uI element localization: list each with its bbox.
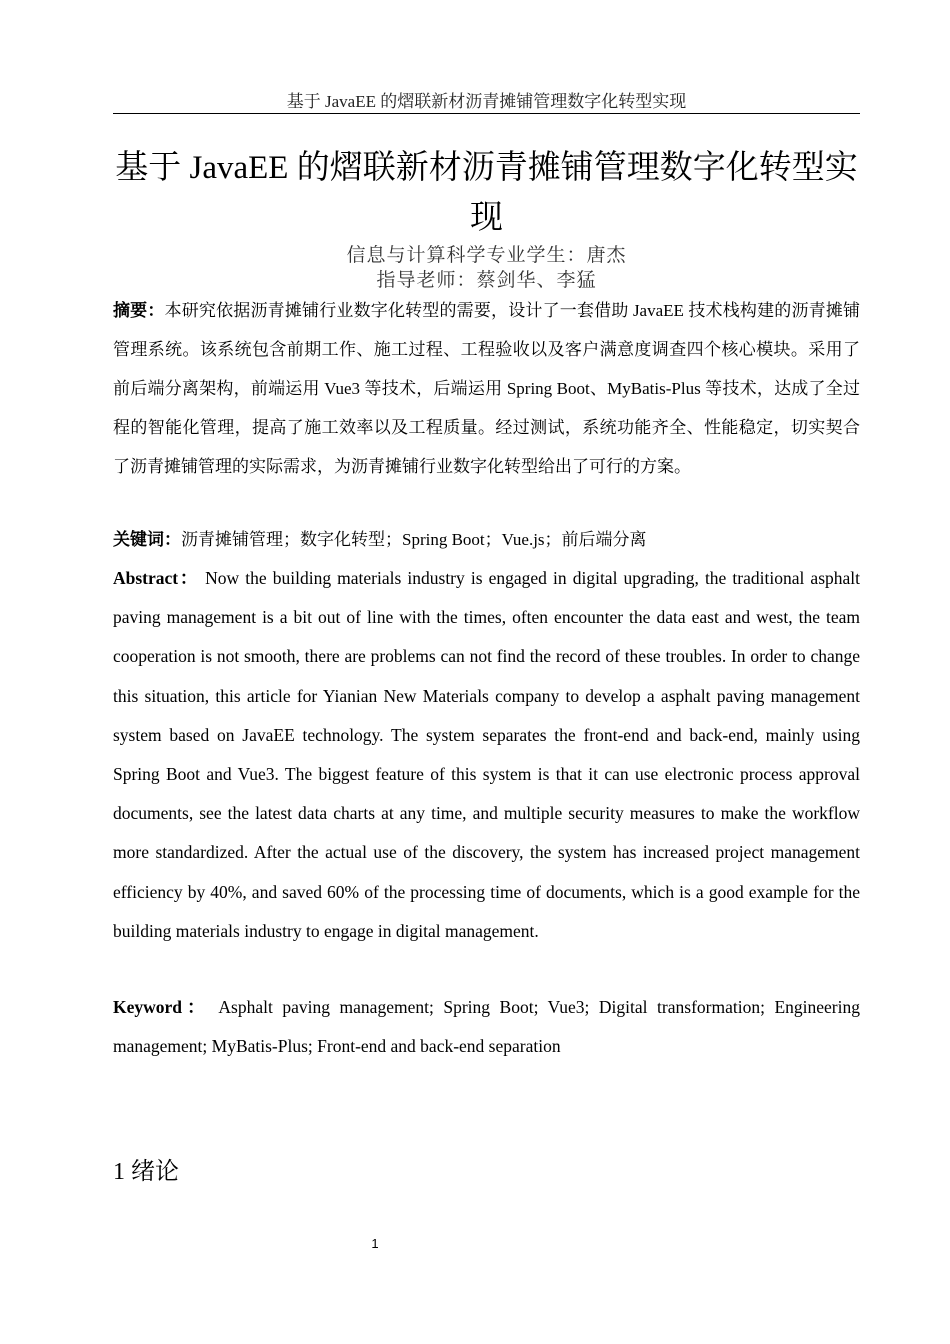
english-keywords-text: Asphalt paving management; Spring Boot; Vue3; Digital transformation; Engineering management; MyBatis-Plus; Front-end and back-end separation [113, 997, 860, 1056]
chinese-keywords [113, 522, 860, 558]
chinese-keywords-label: 关键词： [113, 530, 181, 549]
chinese-keywords-text: 沥青摊铺管理；数字化转型；Spring Boot；Vue.js；前后端分离 [181, 530, 647, 549]
english-keywords-label: Keyword： [113, 997, 210, 1017]
author-line: 信息与计算科学专业学生：唐杰 [346, 245, 627, 266]
advisor-line: 指导老师：蔡剑华、李猛 [376, 270, 597, 291]
english-abstract-text: Now the building materials industry is engaged in digital upgrading, the traditional asphalt paving management is a bit out of line with the times, often encounter the data east and west, the team cooperation is not smooth, there are problems can not find the record of these troubles. In order to change this situation, this article for Yianian New Materials company to develop a asphalt paving management system based on JavaEE technology. The system separates the front-end and back-end, mainly using Spring Boot and Vue3. The biggest feature of this system is that it can use electronic process approval documents, see the latest data charts at any time, and multiple security measures to make the workflow more standardized. After the actual use of the discovery, the system has increased project management efficiency by 40%, and saved 60% of the processing time of documents, which is a good example for the building materials industry to engage in digital management. [113, 568, 861, 941]
page-number: 1 [371, 1236, 379, 1251]
paper-title: 基于 JavaEE 的熠联新材沥青摊铺管理数字化转型实现 [115, 150, 858, 236]
chinese-abstract-text: 本研究依据沥青摊铺行业数字化转型的需要，设计了一套借助 JavaEE 技术栈构建的沥青摊铺管理系统。该系统包含前期工作、施工过程、工程验收以及客户满意度调查四个核心模块。采用了前后端分离架构，前端运用 Vue3 等技术，后端运用 Spring Boot、MyBatis-Plus 等技术，达成了全过程的智能化管理，提高了施工效率以及工程质量。经过测试，系统功能齐全、性能稳定，切实契合了沥青摊铺管理的实际需求，为沥青摊铺行业数字化转型给出了可行的方案。 [113, 301, 861, 476]
chinese-abstract [113, 291, 860, 486]
section-heading: 1 绪论 [113, 1159, 179, 1185]
english-abstract-label: Abstract： [113, 568, 200, 588]
english-keywords [113, 988, 860, 1066]
english-abstract [113, 559, 860, 951]
running-header: 基于 JavaEE 的熠联新材沥青摊铺管理数字化转型实现 [113, 92, 860, 114]
chinese-abstract-label: 摘要： [113, 301, 165, 320]
